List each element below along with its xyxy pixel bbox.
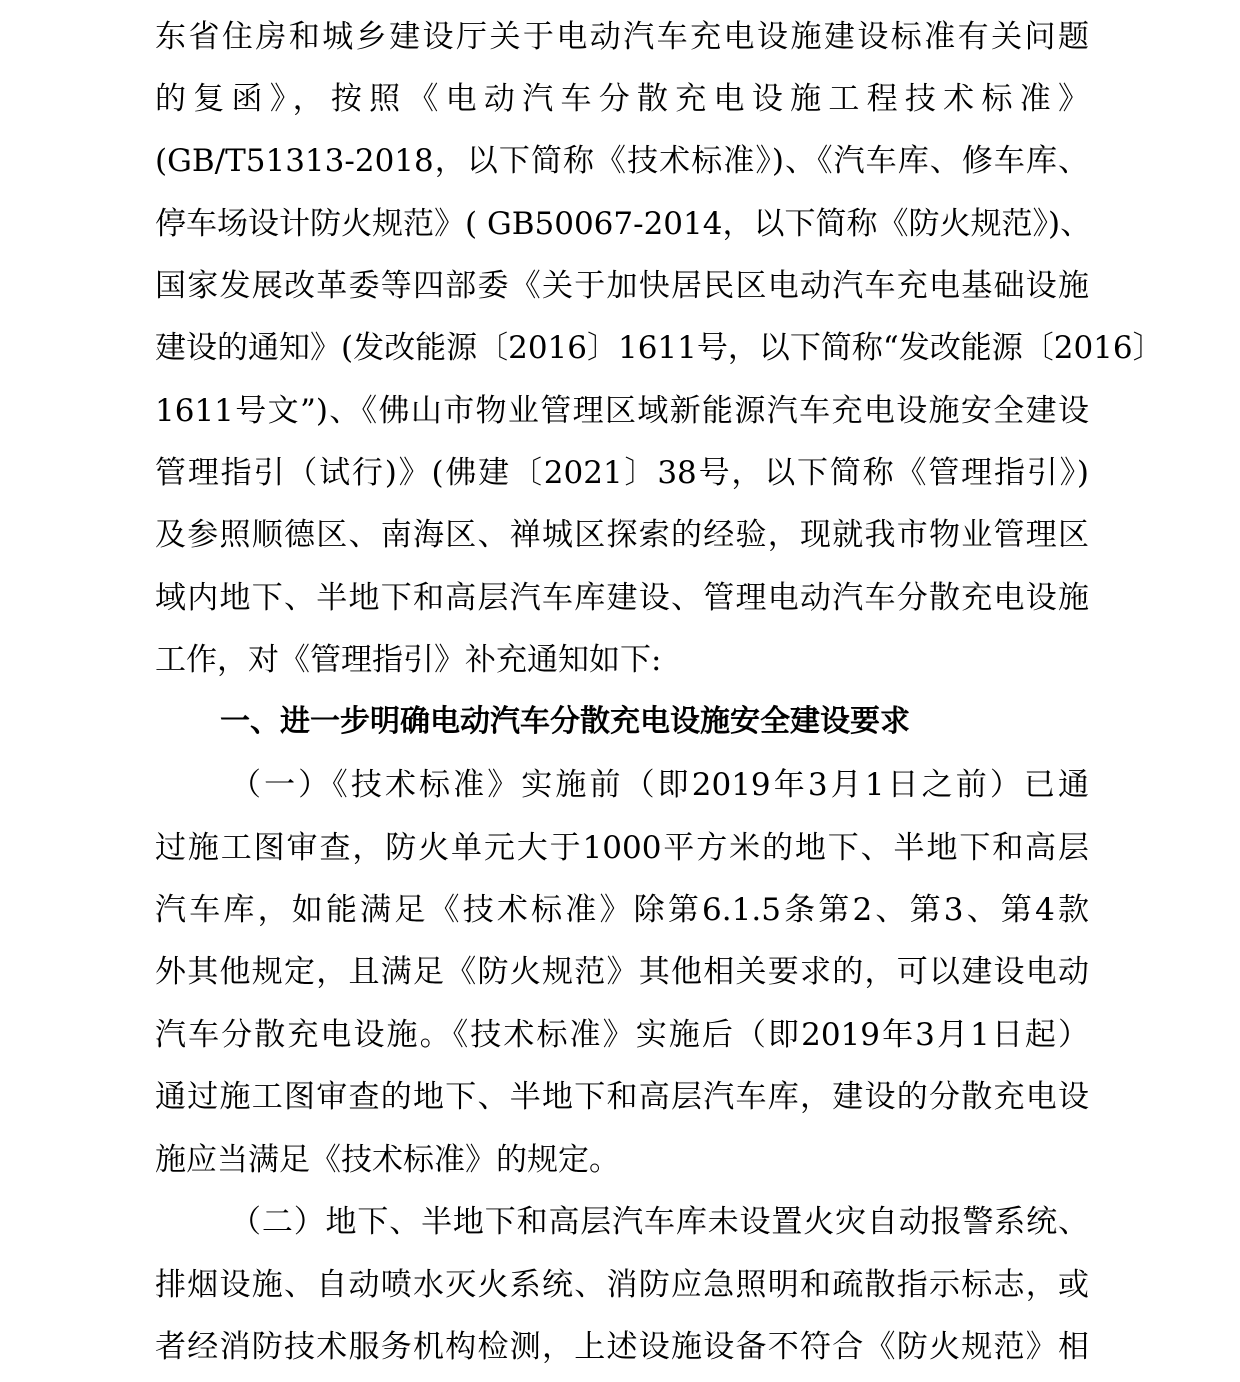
text-line: (GB/T51313-2018，以下简称《技术标准》)、《汽车库、修车库、 <box>155 143 1089 179</box>
paragraph-1-line: 外其他规定，且满足《防火规范》其他相关要求的，可以建设电动 <box>155 954 1089 990</box>
text-line: 1611号文”)、《佛山市物业管理区域新能源汽车充电设施安全建设 <box>155 393 1089 429</box>
section-heading: 一、进一步明确电动汽车分散充电设施安全建设要求 <box>220 704 910 739</box>
text-line: 的复函》，按照《电动汽车分散充电设施工程技术标准》 <box>155 81 1089 117</box>
paragraph-1-line: 通过施工图审查的地下、半地下和高层汽车库，建设的分散充电设 <box>155 1079 1089 1115</box>
text-line: 管理指引（试行)》(佛建〔2021〕38号，以下简称《管理指引》) <box>155 455 1089 491</box>
text-line: 东省住房和城乡建设厅关于电动汽车充电设施建设标准有关问题 <box>155 19 1089 55</box>
text-line: 及参照顺德区、南海区、禅城区探索的经验，现就我市物业管理区 <box>155 517 1089 553</box>
text-line: 工作，对《管理指引》补充通知如下: <box>155 642 662 678</box>
text-line: 国家发展改革委等四部委《关于加快居民区电动汽车充电基础设施 <box>155 268 1089 304</box>
text-line: 停车场设计防火规范》( GB50067-2014，以下简称《防火规范》)、 <box>155 206 1092 242</box>
paragraph-2-line: 者经消防技术服务机构检测，上述设施设备不符合《防火规范》相 <box>155 1329 1089 1365</box>
paragraph-1-line: 施应当满足《技术标准》的规定。 <box>155 1142 620 1178</box>
paragraph-1-line: 汽车分散充电设施。《技术标准》实施后（即2019年3月1日起） <box>155 1017 1089 1053</box>
text-line: 域内地下、半地下和高层汽车库建设、管理电动汽车分散充电设施 <box>155 580 1089 616</box>
paragraph-2-line: （二）地下、半地下和高层汽车库未设置火灾自动报警系统、 <box>230 1204 1089 1240</box>
paragraph-1-line: 汽车库，如能满足《技术标准》除第6.1.5条第2、第3、第4款 <box>155 892 1089 928</box>
paragraph-2-line: 排烟设施、自动喷水灭火系统、消防应急照明和疏散指示标志，或 <box>155 1267 1089 1303</box>
paragraph-1-line: 过施工图审查，防火单元大于1000平方米的地下、半地下和高层 <box>155 830 1089 866</box>
paragraph-1-line: （一）《技术标准》实施前（即2019年3月1日之前）已通 <box>230 767 1089 803</box>
text-line: 建设的通知》(发改能源〔2016〕1611号，以下简称“发改能源〔2016〕 <box>155 330 1164 366</box>
